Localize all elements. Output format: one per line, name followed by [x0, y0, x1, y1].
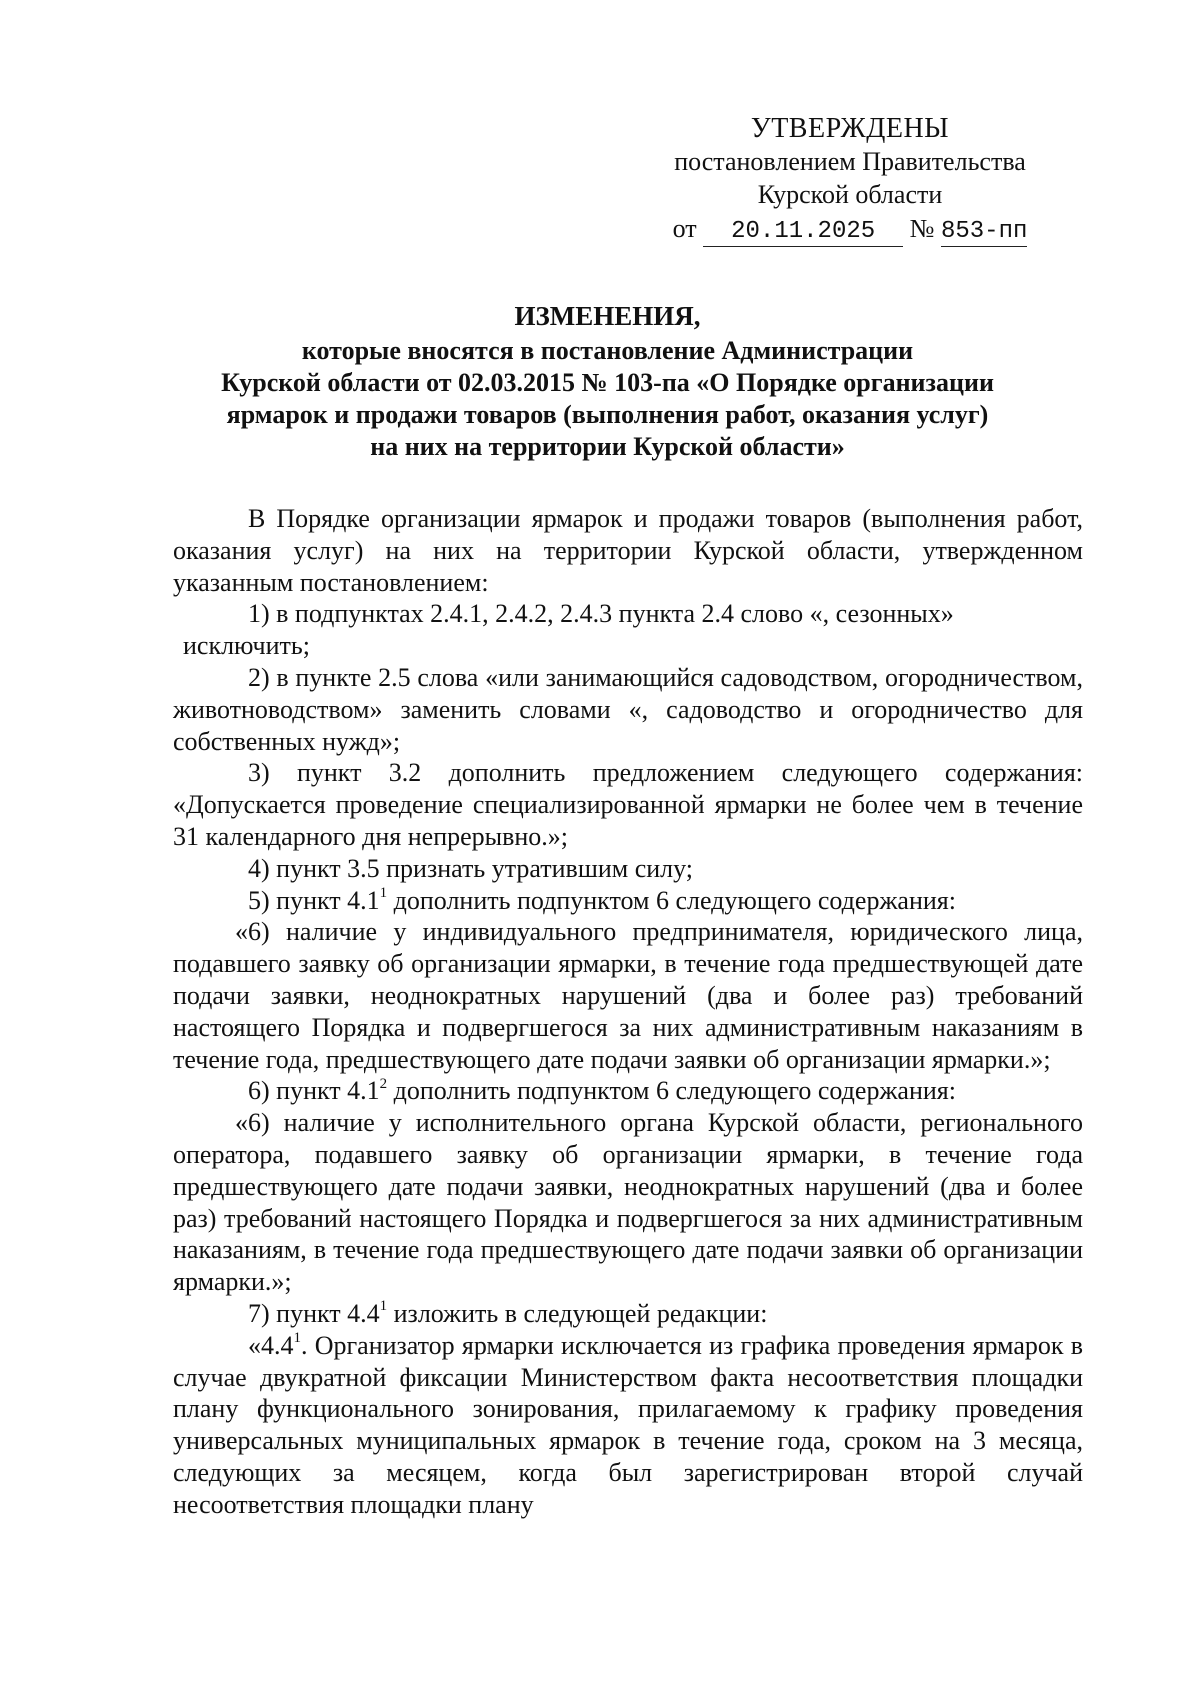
superscript: 1: [293, 1330, 301, 1347]
item-3: 3) пункт 3.2 дополнить предложением следующего содержания: «Допускается проведение специализированной ярмарки не более чем в течение 31 календарного дня непрерывно.»;: [173, 758, 1083, 851]
item-5: [173, 885, 1083, 917]
item-7-text: 7) пункт 4.4: [248, 1298, 380, 1328]
item-4: 4) пункт 3.5 признать утратившим силу;: [248, 853, 694, 883]
approval-date: 20.11.2025: [703, 218, 903, 247]
item-7-quote-text: . Организатор ярмарки исключается из графика проведения ярмарок в случае двукратной фиксации Министерством факта несоответствия площадки плану функционального зонирования, прилагаемому к графику проведения универсальных муниципальных ярмарок в течение года, сроком на 3 месяца, следующих за месяцем, когда был зарегистрирован второй случай несоответствия площадки плану: [173, 1330, 1083, 1519]
number-prefix: №: [909, 214, 935, 243]
item-1-continuation: исключить;: [183, 631, 310, 661]
date-prefix: от: [672, 214, 697, 243]
approval-title: УТВЕРЖДЕНЫ: [750, 113, 950, 144]
item-7-quote-start: «4.4: [248, 1330, 294, 1360]
heading-line: на них на территории Курской области»: [370, 432, 845, 461]
heading-line: ярмарок и продажи товаров (выполнения работ, оказания услуг): [226, 400, 989, 429]
heading-line: которые вносятся в постановление Администрации: [301, 336, 914, 365]
item-7: [173, 1298, 1083, 1330]
approval-line1: постановлением Правительства: [674, 147, 1026, 176]
approval-number: 853-пп: [940, 218, 1028, 245]
item-6-quote: «6) наличие у исполнительного органа Курской области, регионального оператора, подавшего заявку об организации ярмарки, в течение года предшествующего дате подачи заявки, неоднократных нарушений (два и более раз) требований настоящего Порядка и подвергшегося за них административным наказаниям, в течение года предшествующего дате подачи заявки об организации ярмарки.»;: [173, 1108, 1083, 1297]
superscript: 1: [379, 884, 388, 901]
approval-line2: Курской области: [757, 180, 943, 209]
item-2: 2) в пункте 2.5 слова «или занимающийся садоводством, огородничеством, животноводством» заменить словами «, садоводство и огородничество для собственных нужд»;: [173, 662, 1083, 756]
item-7-quote: [173, 1330, 1083, 1521]
item-5-quote: «6) наличие у индивидуального предпринимателя, юридического лица, подавшего заявку об организации ярмарки, в течение года предшествующей дате подачи заявки, неоднократных нарушений (два и более раз) требований настоящего Порядка и подвергшегося за них административным наказаниям в течение года, предшествующего дате подачи заявки об организации ярмарки.»;: [173, 917, 1083, 1074]
item-1: 1) в подпунктах 2.4.1, 2.4.2, 2.4.3 пункта 2.4 слово «, сезонных»: [248, 599, 954, 629]
item-6-text: 6) пункт 4.1: [248, 1076, 380, 1106]
superscript: 2: [379, 1075, 388, 1092]
approval-block: [630, 112, 1070, 247]
superscript: 1: [379, 1298, 388, 1315]
intro-paragraph: В Порядке организации ярмарок и продажи товаров (выполнения работ, оказания услуг) на них на территории Курской области, утвержденном указанным постановлением:: [173, 504, 1083, 597]
item-5-text-end: дополнить подпунктом 6 следующего содержания:: [387, 885, 956, 915]
heading-line: Курской области от 02.03.2015 № 103-па «О Порядке организации: [221, 368, 994, 397]
approval-dateline: [630, 212, 1070, 247]
item-6: [173, 1075, 1083, 1107]
item-7-text-end: изложить в следующей редакции:: [387, 1298, 768, 1328]
document-heading: [150, 300, 1065, 463]
item-5-text: 5) пункт 4.1: [248, 885, 380, 915]
item-6-text-end: дополнить подпунктом 6 следующего содержания:: [387, 1076, 956, 1106]
heading-title: ИЗМЕНЕНИЯ,: [514, 301, 701, 331]
document-body: [173, 503, 1083, 1521]
